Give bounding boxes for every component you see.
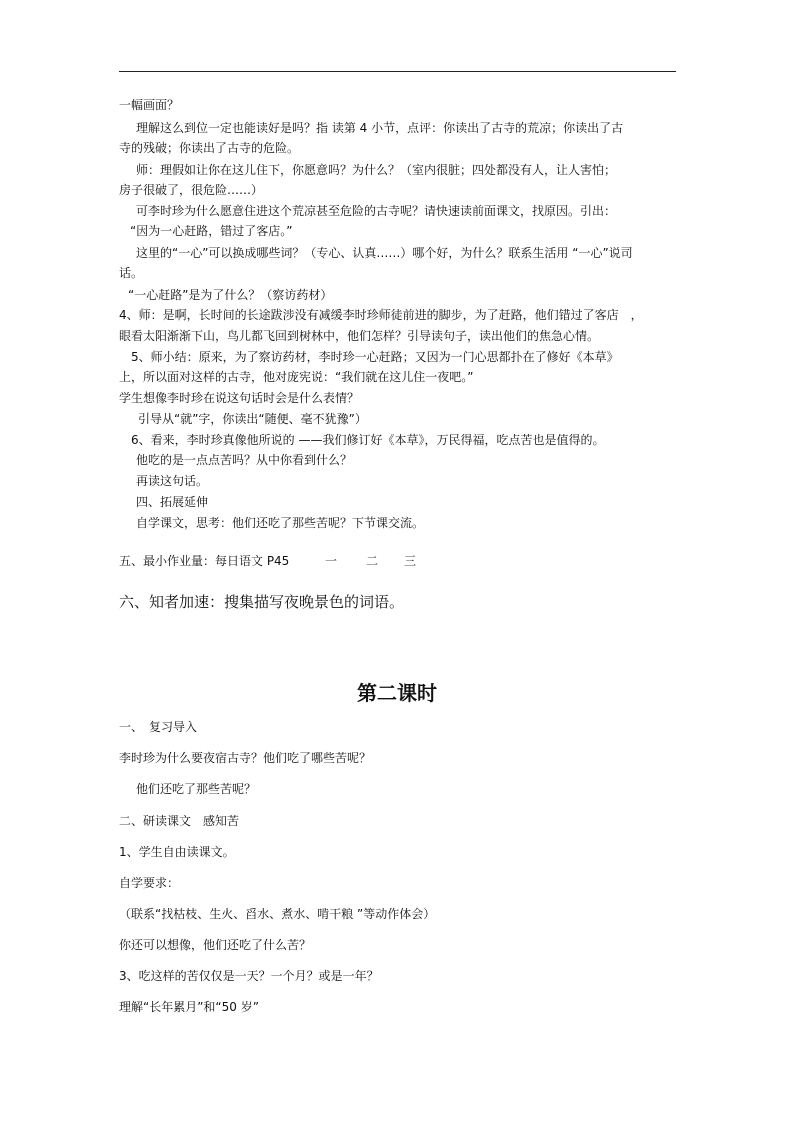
- text-line: 一幅画面？: [119, 98, 180, 112]
- homework-item: 二: [366, 554, 379, 568]
- text-line: 他们还吃了那些苦呢？: [136, 782, 257, 796]
- section-title: 第二课时: [357, 681, 437, 705]
- text-line: “因为一心赶路，错过了客店。”: [130, 224, 293, 238]
- homework-item: 一: [325, 554, 338, 568]
- text-line: 自学要求：: [119, 876, 180, 890]
- text-line: 一、 复习导入: [119, 720, 198, 734]
- extension-task: 六、知者加速：搜集描写夜晚景色的词语。: [119, 593, 405, 611]
- text-line: 再读这句话。: [136, 474, 209, 488]
- text-line: 眼看太阳渐渐下山，鸟儿都飞回到树林中，他们怎样？引导读句子，读出他们的焦急心情。: [119, 329, 600, 343]
- text-line: 房子很破了，很危险……）: [119, 183, 264, 197]
- text-line: 自学课文，思考：他们还吃了那些苦呢？下节课交流。: [136, 516, 425, 530]
- text-line: 上，所以面对这样的古寺，他对庞宪说：“我们就在这儿住一夜吧。”: [119, 370, 474, 384]
- text-line: 他吃的是一点点苦吗？从中你看到什么？: [136, 453, 353, 467]
- text-line: 1、学生自由读课文。: [119, 845, 235, 859]
- text-line: 师：理假如让你在这儿住下，你愿意吗？为什么？（室内很脏；四处都没有人，让人害怕；: [136, 163, 617, 177]
- header-rule: [119, 71, 676, 72]
- text-line: 4、师：是啊，长时间的长途跋涉没有减缓李时珍师徒前进的脚步，为了赶路，他们错过了客店 ，: [119, 308, 643, 322]
- text-line: （联系“找枯枝、生火、舀水、煮水、啃干粮 ”等动作体会）: [119, 907, 436, 921]
- text-line: 这里的“一心”可以换成哪些词？（专心、认真……）哪个好，为什么？联系生活用 “一心”说司: [136, 246, 633, 260]
- text-line: 引导从“就”字，你读出“随便、毫不犹豫”）: [138, 412, 367, 426]
- text-line: 二、研读课文 感知苦: [119, 814, 240, 828]
- homework-item: 三: [404, 554, 417, 568]
- text-line: 6、看来，李时珍真像他所说的 ——我们修订好《本草》，万民得福，吃点苦也是值得的。: [131, 433, 605, 447]
- text-line: “一心赶路”是为了什么？（察访药材）: [128, 288, 333, 302]
- text-line: 理解这么到位一定也能读好是吗？指 读第 4 小节，点评：你读出了古寺的荒凉；你读出了古: [136, 121, 624, 135]
- text-line: 理解“长年累月”和“50 岁”: [119, 1000, 259, 1014]
- text-line: 寺的残破；你读出了古寺的危险。: [119, 141, 300, 155]
- text-line: 学生想像李时珍在说这句话时会是什么表情？: [119, 391, 360, 405]
- text-line: 3、吃这样的苦仅仅是一天？一个月？或是一年？: [119, 969, 379, 983]
- homework-label: 五、最小作业量：每日语文 P45: [119, 554, 290, 568]
- text-line: 你还可以想像，他们还吃了什么苦？: [119, 938, 312, 952]
- text-line: 四、拓展延伸: [136, 495, 209, 509]
- text-line: 李时珍为什么要夜宿古寺？他们吃了哪些苦呢？: [119, 751, 372, 765]
- text-line: 话。: [119, 266, 144, 280]
- text-line: 5、师小结：原来，为了察访药材，李时珍一心赶路；又因为一门心思都扑在了修好《本草》: [131, 350, 619, 364]
- text-line: 可李时珍为什么愿意住进这个荒凉甚至危险的古寺呢？请快速读前面课文，找原因。引出：: [136, 204, 617, 218]
